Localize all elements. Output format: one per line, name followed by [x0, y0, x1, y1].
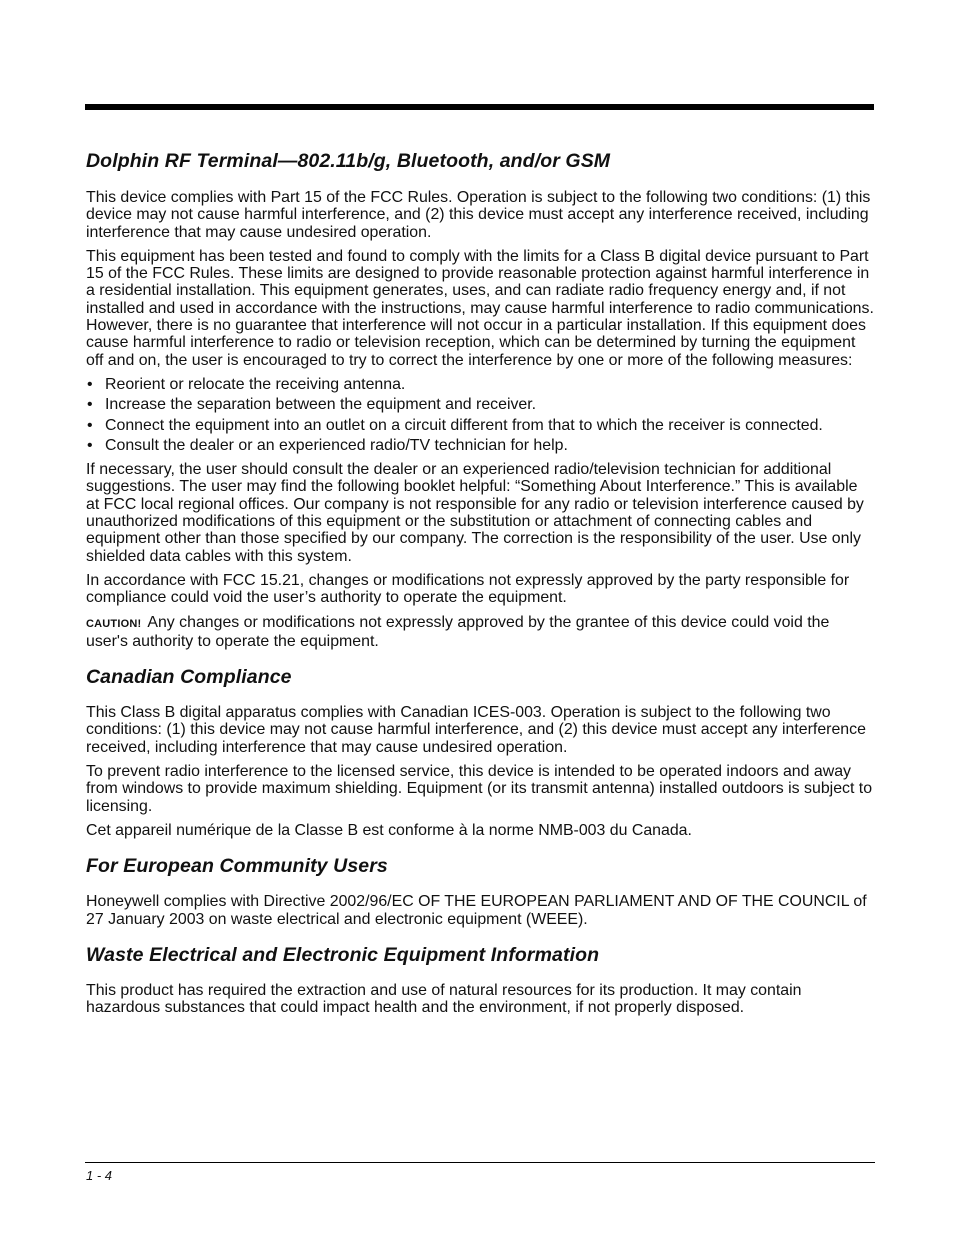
paragraph-natural-resources: This product has required the extraction and use of natural resources for its production. It may contain hazardous substances that could impact health and the environment, if not properly disposed.: [86, 981, 802, 1017]
paragraph-licensed-service: To prevent radio interference to the licensed service, this device is intended to be operated indoors and away from windows to provide maximum shielding. Equipment (or its transmit antenna) installed outdoors is subject to licensing.: [86, 763, 873, 815]
section-title-weee-information: Waste Electrical and Electronic Equipment Information: [86, 943, 600, 966]
paragraph-ices-003: This Class B digital apparatus complies with Canadian ICES-003. Operation is subject to the following two conditions: (1) this device may not cause harmful interference, and (2) this device must accept any interference received, including interference that may cause undesired operation.: [86, 704, 866, 756]
caution-label: CAUTION!: [86, 617, 142, 630]
bullet-icon: •: [87, 375, 93, 393]
page-content: [86, 149, 874, 1023]
paragraph-fcc-15-21: In accordance with FCC 15.21, changes or modifications not expressly approved by the party responsible for compliance could void the user’s authority to operate the equipment.: [86, 571, 850, 607]
paragraph-fcc-part15-conditions: This device complies with Part 15 of the FCC Rules. Operation is subject to the following two conditions: (1) this device may not cause harmful interference, and (2) this device must accept any interference received, including interference that may cause undesired operation.: [86, 189, 871, 241]
bullet-icon: •: [87, 436, 93, 454]
header-rule: [85, 104, 874, 110]
list-item: • Increase the separation between the equipment and receiver.: [87, 396, 537, 414]
section-title-european-community-users: For European Community Users: [86, 855, 388, 878]
list-item: • Consult the dealer or an experienced radio/TV technician for help.: [87, 436, 568, 454]
interference-measures-list: [86, 376, 874, 454]
bullet-icon: •: [87, 396, 93, 414]
list-item: • Reorient or relocate the receiving antenna.: [87, 375, 406, 393]
footer-rule: [85, 1162, 875, 1163]
paragraph-class-b-limits: This equipment has been tested and found to comply with the limits for a Class B digital device pursuant to Part 15 of the FCC Rules. These limits are designed to provide reasonable protection against harmful interference in a residential installation. This equipment generates, uses, and can radiate radio frequency energy and, if not installed and used in accordance with the instructions, may cause harmful interference to radio communications. However, there is no guarantee that interference will not occur in a particular installation. If this equipment does cause harmful interference to radio or television reception, which can be determined by turning the equipment off and on, the user is encouraged to try to correct the interference by one or more of the following measures:: [86, 247, 874, 369]
page-number: 1 - 4: [86, 1168, 113, 1183]
caution-text: Any changes or modifications not expressly approved by the grantee of this device could void the user's authority to operate the equipment.: [86, 613, 830, 650]
paragraph-consult-dealer: If necessary, the user should consult the dealer or an experienced radio/television technician for additional suggestions. The user may find the following booklet helpful: “Something About Interference.” This is available at FCC local regional offices. Our company is not responsible for any radio or television interference caused by unauthorized modifications of this equipment or the substitution or attachment of connecting cables and equipment other than those specified by our company. The correction is the responsibility of the user. Use only shielded data cables with this system.: [86, 461, 864, 565]
list-item: • Connect the equipment into an outlet on a circuit different from that to which the receiver is connected.: [87, 416, 823, 434]
paragraph-weee-directive: Honeywell complies with Directive 2002/96/EC OF THE EUROPEAN PARLIAMENT AND OF THE COUNCIL of 27 January 2003 on waste electrical and electronic equipment (WEEE).: [86, 893, 867, 928]
bullet-icon: •: [87, 416, 93, 434]
paragraph-nmb-003-french: Cet appareil numérique de la Classe B est conforme à la norme NMB-003 du Canada.: [86, 821, 692, 839]
section-title-dolphin-rf-terminal: Dolphin RF Terminal—802.11b/g, Bluetooth, and/or GSM: [86, 150, 611, 172]
caution-note: [86, 614, 874, 651]
section-title-canadian-compliance: Canadian Compliance: [86, 666, 292, 689]
